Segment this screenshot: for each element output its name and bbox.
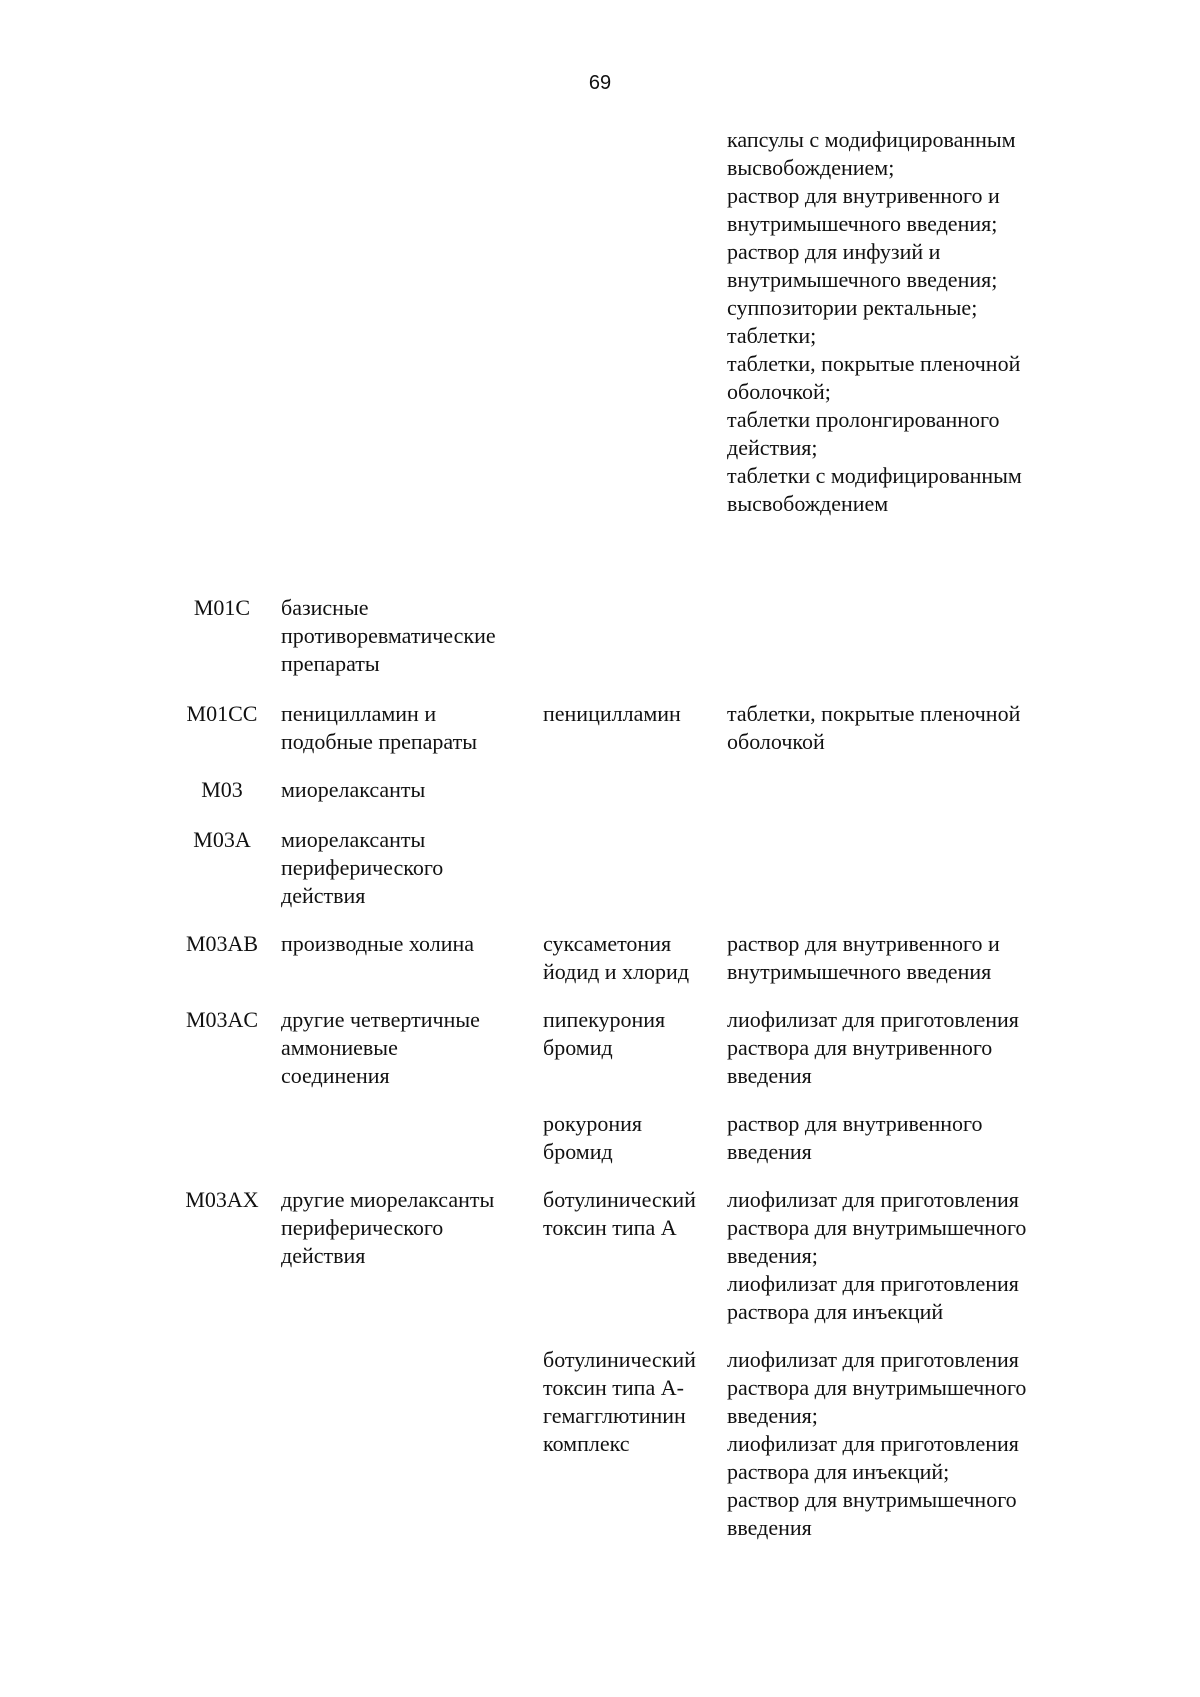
form-line: высвобождением; (727, 155, 895, 180)
form-line: лиофилизат для приготовления (727, 1347, 1019, 1372)
group-line: миорелаксанты (281, 777, 426, 802)
atc-code: M03 (201, 777, 243, 802)
atc-code: M03A (193, 827, 251, 852)
form-line: введения (727, 1139, 812, 1164)
dosage-forms (727, 1110, 1087, 1166)
dosage-forms (727, 930, 1087, 986)
inn-name (543, 1006, 723, 1062)
form-line: введения (727, 1515, 812, 1540)
continuation-forms (727, 126, 1087, 518)
dosage-forms (727, 700, 1087, 756)
atc-code: M03AC (185, 1007, 259, 1032)
group-line: другие четвертичные (281, 1007, 480, 1032)
group-line: соединения (281, 1063, 390, 1088)
inn-line: ботулинический (543, 1347, 696, 1372)
form-line: оболочкой (727, 729, 825, 754)
form-line: раствор для внутривенного и (727, 931, 1000, 956)
inn-line: комплекс (543, 1431, 630, 1456)
group-name (281, 1186, 541, 1270)
group-line: аммониевые (281, 1035, 398, 1060)
form-line: раствора для инъекций (727, 1299, 944, 1324)
form-line: раствора для внутримышечного (727, 1215, 1027, 1240)
group-line: препараты (281, 651, 380, 676)
inn-line: бромид (543, 1139, 613, 1164)
group-name (281, 594, 541, 678)
atc-code: M01CC (186, 701, 258, 726)
group-name (281, 1006, 541, 1090)
inn-line: йодид и хлорид (543, 959, 690, 984)
form-line: раствор для инфузий и (727, 239, 941, 264)
form-line: раствор для внутривенного и (727, 183, 1000, 208)
form-line: введения; (727, 1243, 818, 1268)
group-name (281, 826, 541, 910)
form-line: введения; (727, 1403, 818, 1428)
inn-name (543, 930, 723, 986)
dosage-forms (727, 1186, 1087, 1326)
group-line: действия (281, 1243, 366, 1268)
group-line: базисные (281, 595, 369, 620)
form-line: раствора для внутримышечного (727, 1375, 1027, 1400)
inn-line: гемагглютинин (543, 1403, 686, 1428)
form-line: раствор для внутримышечного (727, 1487, 1017, 1512)
atc-code: M01C (193, 595, 251, 620)
page-number: 69 (588, 72, 612, 94)
form-line: суппозитории ректальные; (727, 295, 978, 320)
form-line: лиофилизат для приготовления (727, 1187, 1019, 1212)
form-line: таблетки, покрытые пленочной (727, 351, 1021, 376)
atc-code: M03AB (185, 931, 259, 956)
inn-line: бромид (543, 1035, 613, 1060)
group-name (281, 700, 541, 756)
form-line: внутримышечного введения (727, 959, 992, 984)
group-line: действия (281, 883, 366, 908)
form-line: таблетки; (727, 323, 817, 348)
group-line: производные холина (281, 931, 475, 956)
inn-name (543, 700, 723, 728)
form-line: действия; (727, 435, 818, 460)
group-line: периферического (281, 855, 444, 880)
group-line: другие миорелаксанты (281, 1187, 495, 1212)
group-line: периферического (281, 1215, 444, 1240)
form-line: таблетки, покрытые пленочной (727, 701, 1021, 726)
group-line: миорелаксанты (281, 827, 426, 852)
group-name (281, 930, 541, 958)
inn-line: токсин типа A- (543, 1375, 684, 1400)
form-line: оболочкой; (727, 379, 831, 404)
form-line: таблетки пролонгированного (727, 407, 1000, 432)
form-line: лиофилизат для приготовления (727, 1271, 1019, 1296)
inn-name (543, 1346, 723, 1458)
form-line: лиофилизат для приготовления (727, 1007, 1019, 1032)
inn-line: рокурония (543, 1111, 643, 1136)
group-name (281, 776, 541, 804)
inn-name (543, 1110, 723, 1166)
form-line: таблетки с модифицированным (727, 463, 1022, 488)
inn-line: ботулинический (543, 1187, 696, 1212)
inn-name (543, 1186, 723, 1242)
inn-line: пипекурония (543, 1007, 666, 1032)
group-line: противоревматические (281, 623, 496, 648)
form-line: раствора для внутривенного (727, 1035, 993, 1060)
group-line: подобные препараты (281, 729, 478, 754)
inn-line: пеницилламин (543, 701, 681, 726)
dosage-forms (727, 1346, 1087, 1542)
form-line: раствор для внутривенного (727, 1111, 983, 1136)
form-line: введения (727, 1063, 812, 1088)
form-line: внутримышечного введения; (727, 267, 998, 292)
dosage-forms (727, 1006, 1087, 1090)
form-line: высвобождением (727, 491, 889, 516)
atc-code: M03AX (185, 1187, 259, 1212)
form-line: лиофилизат для приготовления (727, 1431, 1019, 1456)
group-line: пеницилламин и (281, 701, 437, 726)
form-line: раствора для инъекций; (727, 1459, 950, 1484)
inn-line: суксаметония (543, 931, 672, 956)
inn-line: токсин типа A (543, 1215, 677, 1240)
form-line: капсулы с модифицированным (727, 127, 1016, 152)
form-line: внутримышечного введения; (727, 211, 998, 236)
